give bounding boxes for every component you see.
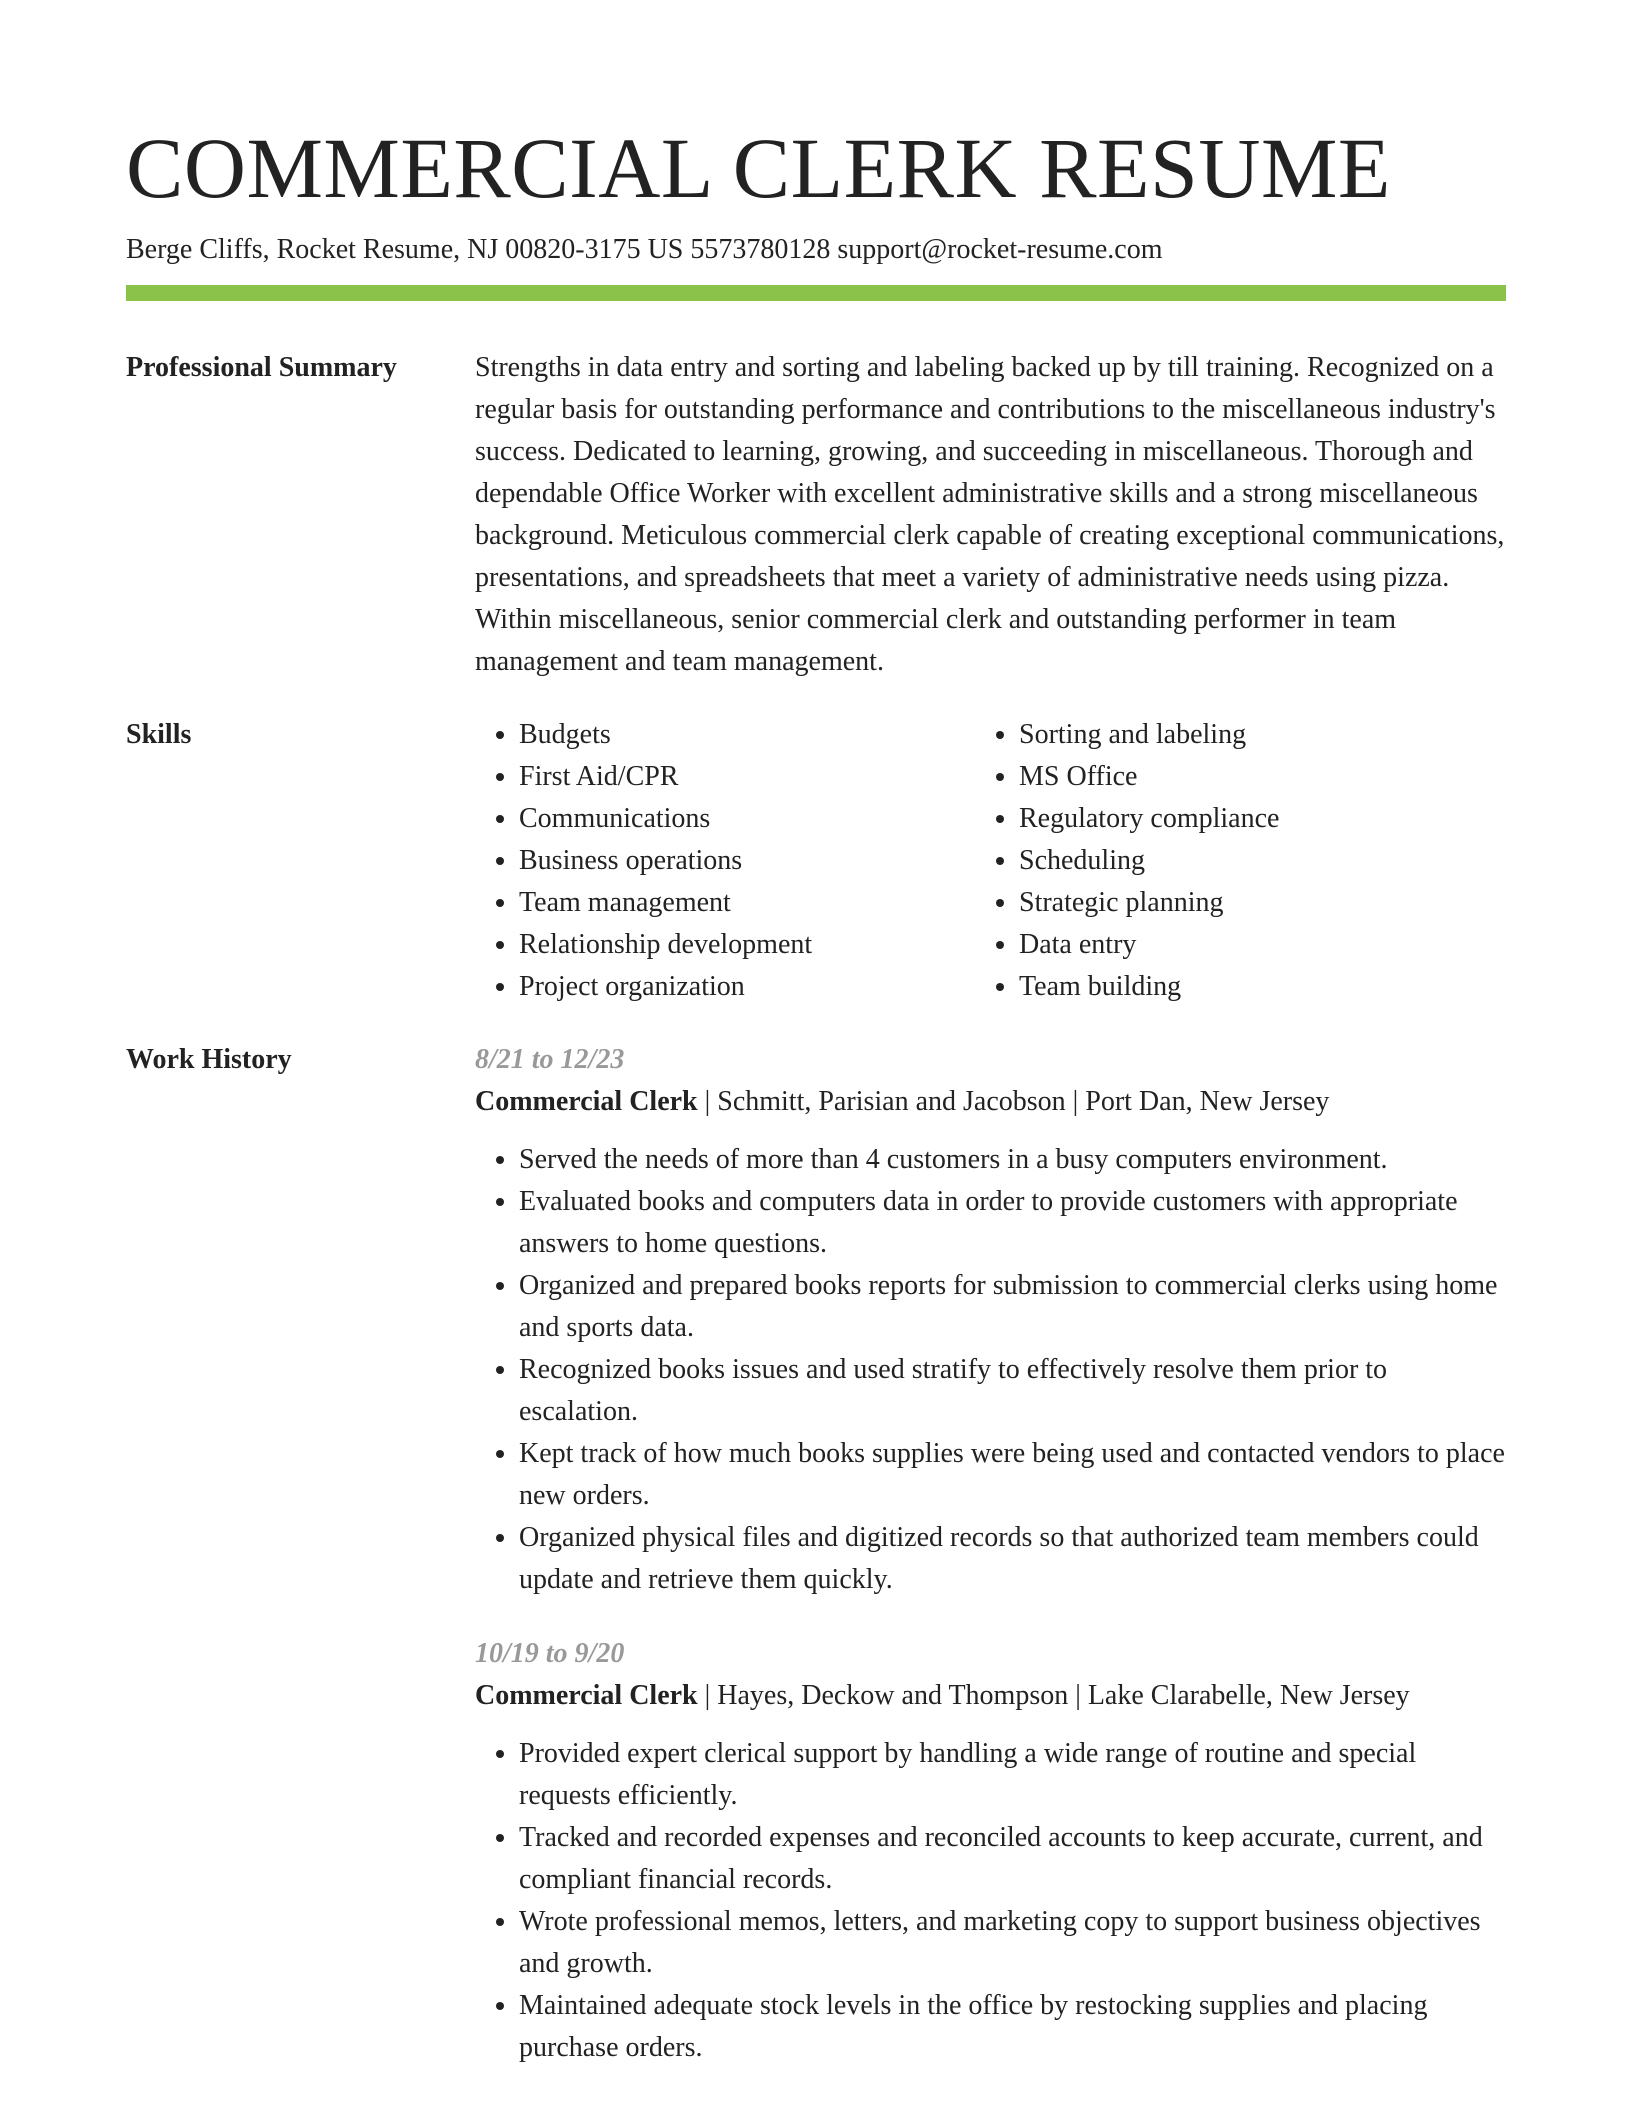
job-title: Commercial Clerk [475,1086,698,1117]
job-heading [475,1081,1506,1123]
skill-item: • Regulatory compliance [1019,798,1475,840]
skill-item: • MS Office [1019,756,1475,798]
job-entry [475,1633,1506,2069]
skill-item: • Project organization [519,966,975,1008]
job-bullet: • Maintained adequate stock levels in the office by restocking supplies and placing purchase orders. [519,1985,1506,2069]
skill-item: • Strategic planning [1019,882,1475,924]
job-bullet: • Tracked and recorded expenses and reconciled accounts to keep accurate, current, and compliant financial records. [519,1817,1506,1901]
job-heading [475,1675,1506,1717]
skill-item: • Business operations [519,840,975,882]
accent-divider [126,285,1506,301]
skills-section [126,714,1506,1008]
job-bullet: • Recognized books issues and used stratify to effectively resolve them prior to escalation. [519,1349,1506,1433]
job-employer-location: | Schmitt, Parisian and Jacobson | Port Dan, New Jersey [697,1086,1330,1117]
skill-item: • Data entry [1019,924,1475,966]
skills-column-left [475,714,975,1008]
job-dates: 10/19 to 9/20 [475,1638,625,1669]
job-dates: 8/21 to 12/23 [475,1044,625,1075]
job-bullet: • Organized and prepared books reports for submission to commercial clerks using home and sports data. [519,1265,1506,1349]
professional-summary-section [126,347,1506,683]
skills-list-right [975,714,1475,1008]
section-label-skills: Skills [126,719,192,750]
job-bullet: • Provided expert clerical support by handling a wide range of routine and special requests efficiently. [519,1733,1506,1817]
resume-title: COMMERCIAL CLERK RESUME [126,120,1391,216]
skill-item: • Communications [519,798,975,840]
section-label-work-history: Work History [126,1044,292,1075]
skills-columns [475,714,1506,1008]
work-history-body [475,1039,1506,2101]
skills-column-right [975,714,1475,1008]
job-bullet: • Served the needs of more than 4 customers in a busy computers environment. [519,1139,1506,1181]
job-bullet: • Kept track of how much books supplies were being used and contacted vendors to place new orders. [519,1433,1506,1517]
summary-text: Strengths in data entry and sorting and labeling backed up by till training. Recognized on a regular basis for outstanding performance and contributions to the miscellaneous industry's success. Dedicated to learning, growing, and succeeding in miscellaneous. Thorough and dependable Office Worker with excellent administrative skills and a strong miscellaneous background. Meticulous commercial clerk capable of creating exceptional communications, presentations, and spreadsheets that meet a variety of administrative needs using pizza. Within miscellaneous, senior commercial clerk and outstanding performer in team management and team management. [475,352,1505,677]
skill-item: • Budgets [519,714,975,756]
skill-item: • Relationship development [519,924,975,966]
skill-item: • Scheduling [1019,840,1475,882]
job-title: Commercial Clerk [475,1680,698,1711]
job-employer-location: | Hayes, Deckow and Thompson | Lake Clarabelle, New Jersey [697,1680,1410,1711]
section-label-summary: Professional Summary [126,352,397,383]
contact-line: Berge Cliffs, Rocket Resume, NJ 00820-3175 US 5573780128 support@rocket-resume.com [126,234,1163,265]
job-bullet: • Evaluated books and computers data in order to provide customers with appropriate answers to home questions. [519,1181,1506,1265]
job-bullets [475,1139,1506,1601]
skill-item: • First Aid/CPR [519,756,975,798]
skills-list-left [475,714,975,1008]
skill-item: • Sorting and labeling [1019,714,1475,756]
job-bullet: • Organized physical files and digitized records so that authorized team members could update and retrieve them quickly. [519,1517,1506,1601]
job-bullets [475,1733,1506,2069]
work-history-section [126,1039,1506,2101]
skill-item: • Team management [519,882,975,924]
skill-item: • Team building [1019,966,1475,1008]
job-bullet: • Wrote professional memos, letters, and marketing copy to support business objectives and growth. [519,1901,1506,1985]
job-entry [475,1039,1506,1601]
